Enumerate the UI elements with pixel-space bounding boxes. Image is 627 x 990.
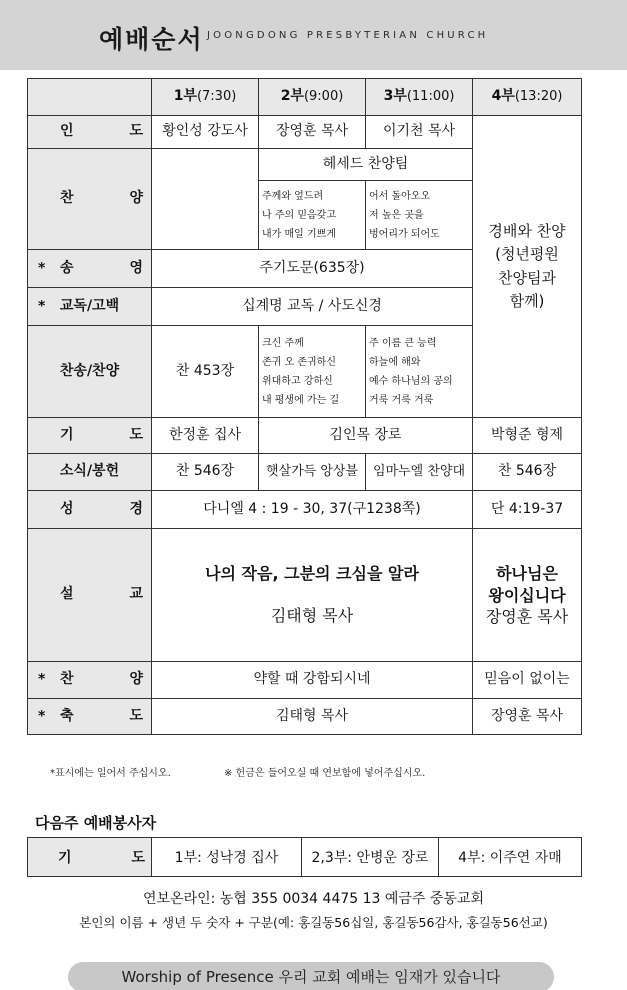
note-offering: ※ 헌금은 들어오실 때 연보함에 넣어주십시오. [223,768,426,779]
row-label-offering: 소식/봉헌 [28,454,152,491]
closing-hymn-s4: 믿음이 없이는 [473,662,582,699]
benediction-s123: 김태형 목사 [152,699,473,735]
row-label-scripture: 성 경 [28,491,152,529]
church-name: JOONGDONG PRESBYTERIAN CHURCH [207,30,489,41]
praise-s2-songs: 주께와 엎드려 나 주의 믿음갖고 내가 매일 기쁘게 [259,181,366,250]
hymn-s3-songs: 주 이름 큰 능력 하늘에 해와 예수 하나님의 공의 거룩 거룩 거룩 [366,326,473,418]
scripture-s123: 다니엘 4 : 19 - 30, 37(구1238쪽) [152,491,473,529]
praise-s1 [152,149,259,250]
header-empty [28,79,152,116]
prayer-s23: 김인목 장로 [259,418,473,454]
benediction-s4: 장영훈 목사 [473,699,582,735]
next-week-table [27,837,582,877]
next-week-s23: 2,3부: 안병운 장로 [302,838,439,877]
confession-value: 십계명 교독 / 사도신경 [152,288,473,326]
notes [50,764,475,779]
hymn-s2-songs: 크신 주께 존귀 오 존귀하신 위대하고 강하신 내 평생에 가는 길 [259,326,366,418]
row-label-confession: * 교독/고백 [28,288,152,326]
row-label-closing-hymn: * 찬 양 [28,662,152,699]
service-3-header: 3부(11:00) [366,79,473,116]
offering-s4: 찬 546장 [473,454,582,491]
next-week-s1: 1부: 성낙경 집사 [152,838,302,877]
sermon-s123 [152,529,473,662]
page-title: 예배순서 [99,25,204,54]
online-offering-instructions: 본인의 이름 + 생년 두 숫자 + 구분(예: 홍길동56십일, 홍길동56감사, 홍길동56선교) [79,915,548,930]
service-2-header: 2부(9:00) [259,79,366,116]
doxology-value: 주기도문(635장) [152,250,473,288]
next-week-title: 다음주 예배봉사자 [35,814,157,832]
sermon-title: 나의 작음, 그분의 크심을 알라 [205,563,419,583]
hymn-s1: 찬 453장 [152,326,259,418]
sermon-s4: 하나님은 왕이십니다 장영훈 목사 [473,529,582,662]
note-stand: *표시에는 일어서 주십시오. [50,768,171,779]
scripture-s4: 단 4:19-37 [473,491,582,529]
s4-praise-cell: 경배와 찬양 (청년평원 찬양팀과 함께) [473,116,582,418]
praise-s3-songs: 어서 돌아오오 저 높은 곳을 벙어리가 되어도 [366,181,473,250]
online-offering-account: 연보온라인: 농협 355 0034 4475 13 예금주 중동교회 [143,891,484,907]
sermon-preacher: 김태형 목사 [270,605,354,625]
service-1-header: 1부(7:30) [152,79,259,116]
worship-order-table [27,78,582,735]
offering-s1: 찬 546장 [152,454,259,491]
leader-s2: 장영훈 목사 [259,116,366,149]
row-label-hymn: 찬송/찬양 [28,326,152,418]
footer-slogan: Worship of Presence 우리 교회 예배는 임재가 있습니다 [68,962,554,990]
row-label-praise: 찬 양 [28,149,152,250]
header-bar [0,0,627,70]
offering-s3: 임마누엘 찬양대 [366,454,473,491]
service-4-header: 4부(13:20) [473,79,582,116]
prayer-s4: 박형준 형제 [473,418,582,454]
next-week-s4: 4부: 이주연 자매 [439,838,582,877]
row-label-sermon: 설 교 [28,529,152,662]
row-label-doxology: * 송 영 [28,250,152,288]
closing-hymn-s123: 약할 때 강함되시네 [152,662,473,699]
offering-s2: 햇살가득 앙상블 [259,454,366,491]
leader-s1: 황인성 강도사 [152,116,259,149]
row-label-prayer: 기 도 [28,418,152,454]
prayer-s1: 한정훈 집사 [152,418,259,454]
leader-s3: 이기천 목사 [366,116,473,149]
row-label-benediction: * 축 도 [28,699,152,735]
next-week-label: 기 도 [28,838,152,877]
row-label-leader: 인 도 [28,116,152,149]
praise-team: 헤세드 찬양팀 [259,149,473,181]
